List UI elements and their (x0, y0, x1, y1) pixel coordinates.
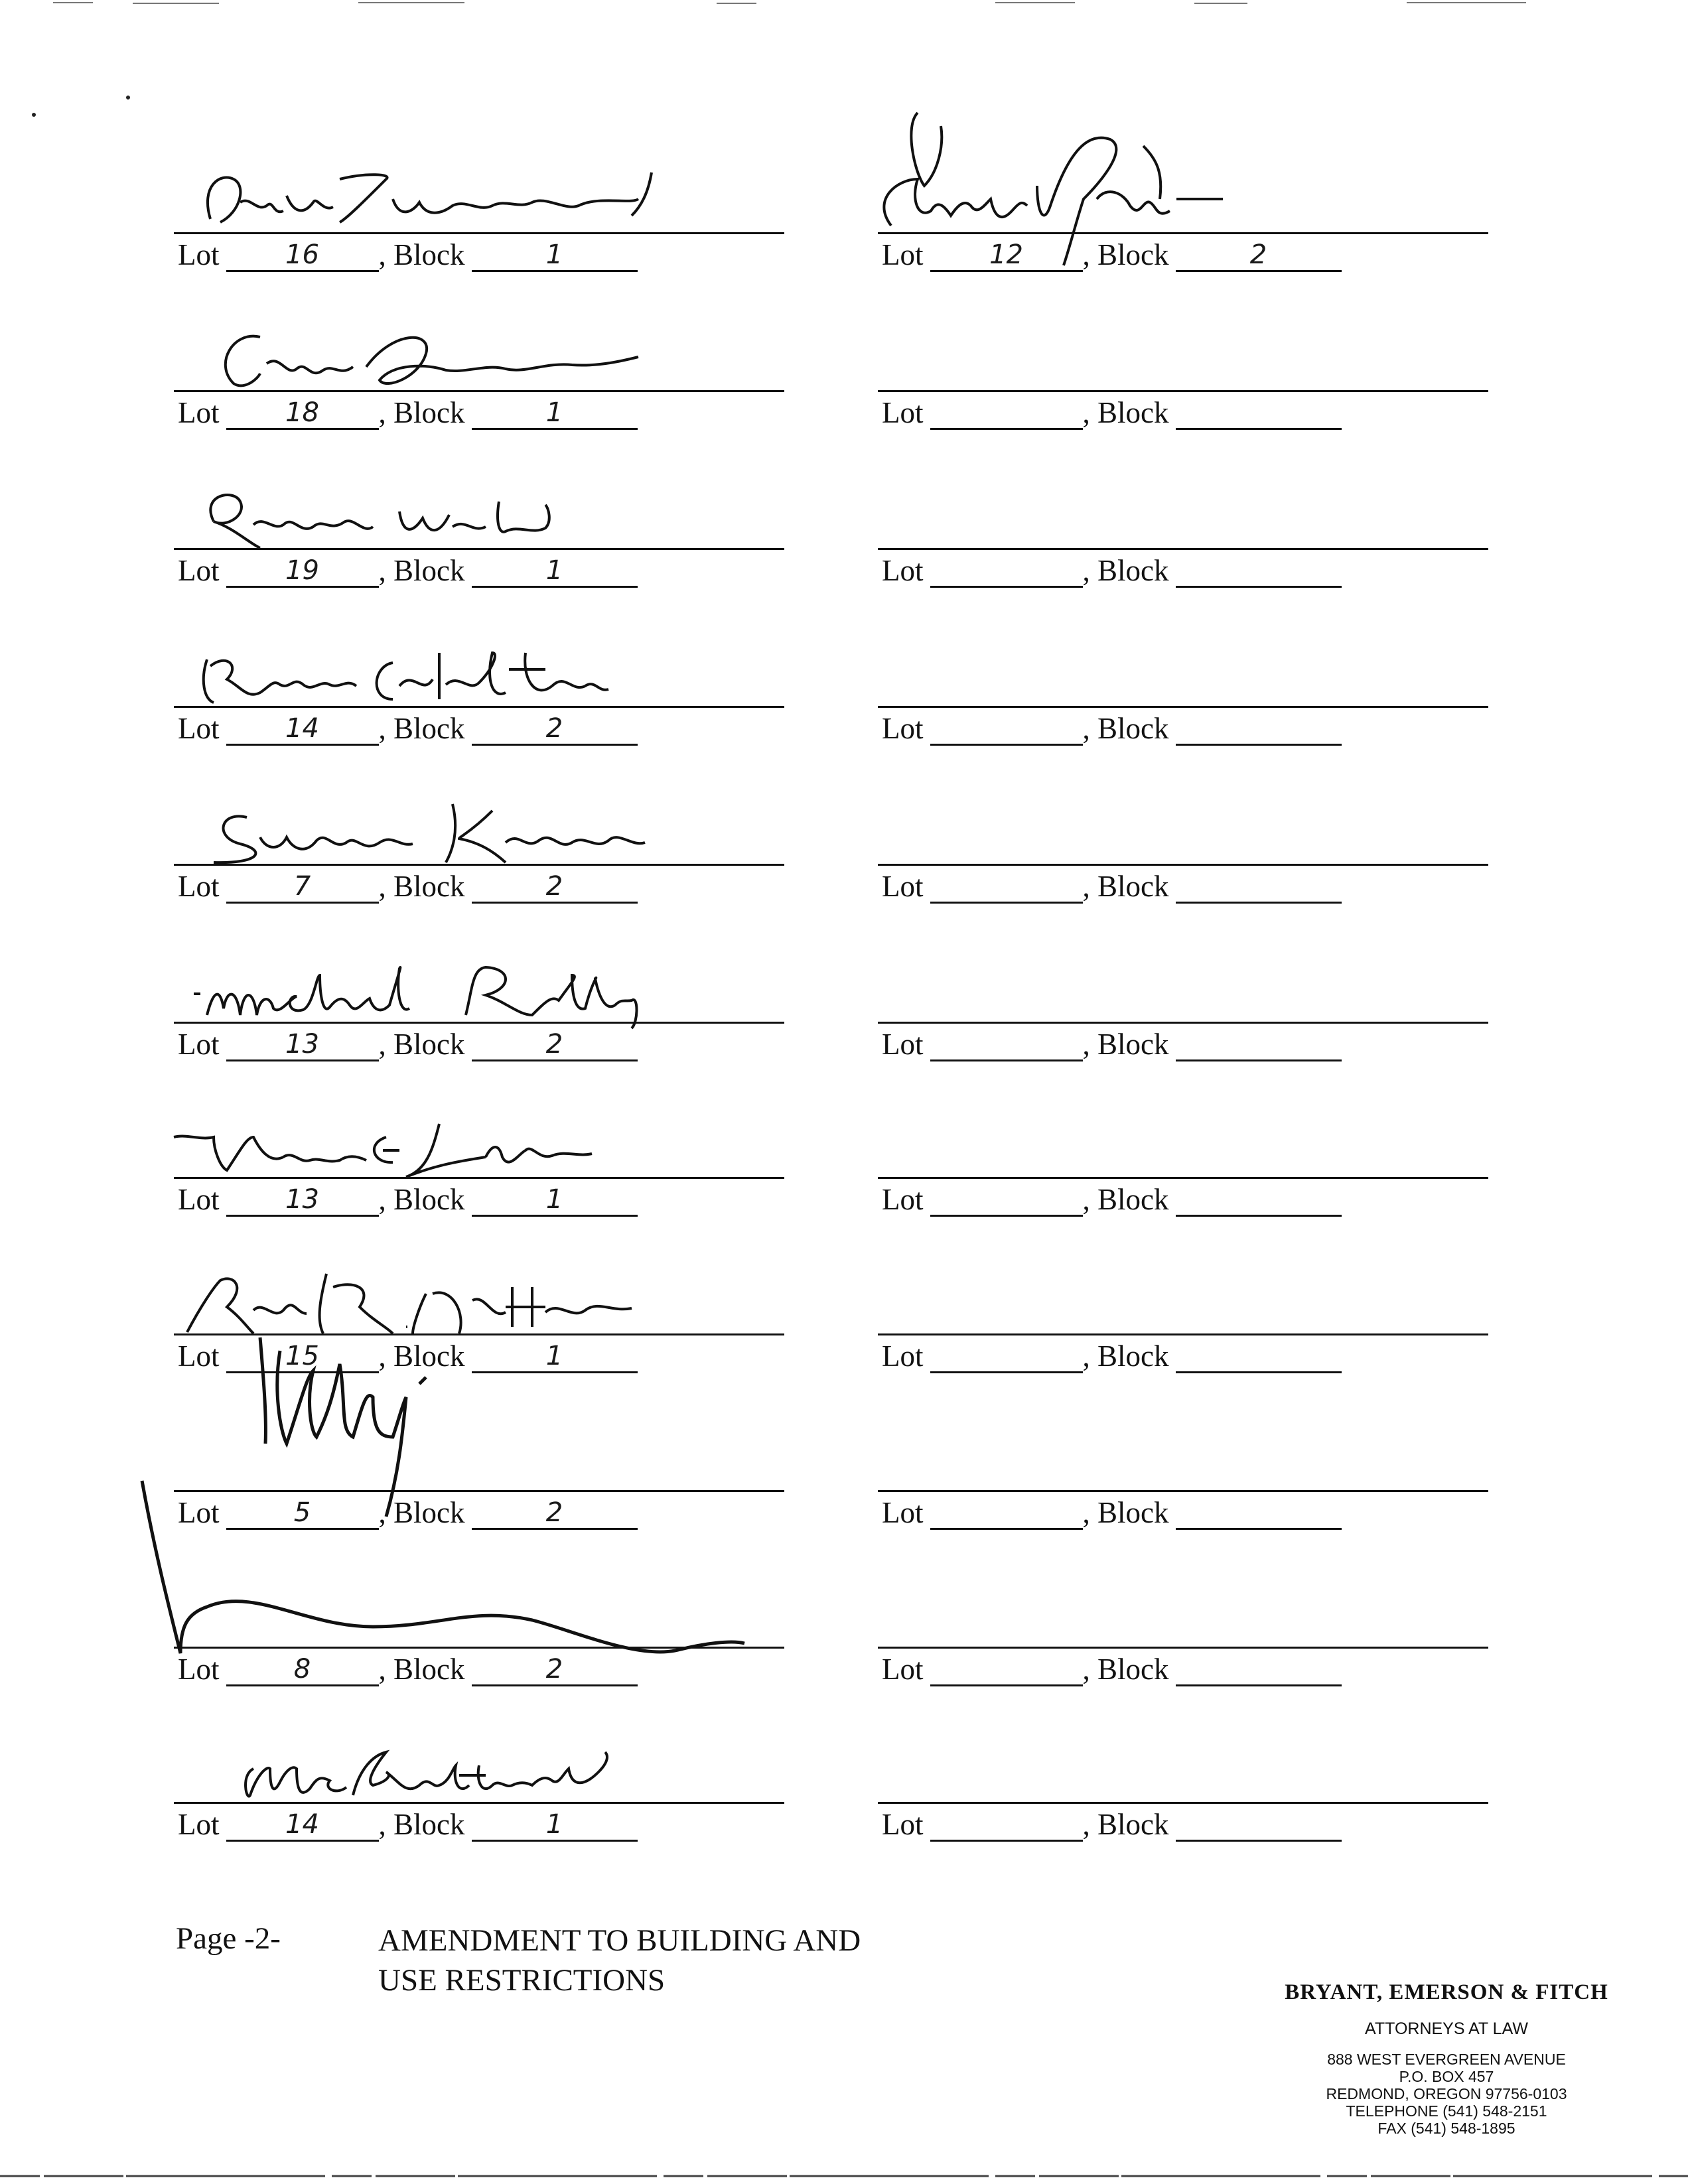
block-label: , Block (1082, 712, 1169, 745)
document-title-line: USE RESTRICTIONS (378, 1963, 666, 1998)
firm-address-line: 888 WEST EVERGREEN AVENUE (1327, 2051, 1566, 2068)
signature-line (174, 390, 784, 392)
lot-number: 15 (226, 1339, 379, 1373)
signature-line (174, 864, 784, 866)
handwritten-signature (174, 606, 784, 713)
lot-block-row (178, 1339, 638, 1373)
lot-number (930, 1339, 1083, 1373)
block-label: , Block (378, 1496, 465, 1529)
lot-block-row (882, 395, 1342, 430)
block-label: , Block (1082, 238, 1169, 271)
lot-label: Lot (882, 238, 924, 271)
firm-address-line: P.O. BOX 457 (1399, 2068, 1494, 2085)
lot-number: 19 (226, 554, 379, 588)
handwritten-signature (174, 922, 784, 1028)
block-label: , Block (378, 1653, 465, 1686)
lot-label: Lot (178, 1339, 220, 1373)
lot-number (930, 870, 1083, 904)
signature-line (878, 390, 1488, 392)
block-label: , Block (1082, 1028, 1169, 1061)
lot-number (930, 1028, 1083, 1061)
block-label: , Block (1082, 1183, 1169, 1216)
lot-label: Lot (178, 238, 220, 271)
page-number: Page -2- (176, 1921, 281, 1956)
block-number (1176, 1028, 1342, 1061)
lot-number (930, 1653, 1083, 1686)
lot-block-row (178, 869, 638, 904)
block-label: , Block (1082, 554, 1169, 587)
lot-label: Lot (178, 870, 220, 903)
lot-block-row (882, 869, 1342, 904)
lot-block-row (882, 1495, 1342, 1530)
lot-number (930, 1808, 1083, 1842)
lot-number (930, 1183, 1083, 1217)
signature-line (174, 1333, 784, 1335)
lot-block-row (178, 1182, 638, 1217)
block-number: 1 (472, 1183, 638, 1217)
block-number (1176, 554, 1342, 588)
lot-block-row (178, 395, 638, 430)
lot-label: Lot (178, 396, 220, 429)
signature-line (174, 1802, 784, 1804)
signature-entry (878, 1333, 1488, 1413)
document-title (378, 1921, 861, 2000)
handwritten-signature (174, 291, 784, 397)
block-label: , Block (378, 1339, 465, 1373)
lot-number: 14 (226, 1808, 379, 1842)
lot-number: 14 (226, 712, 379, 746)
signature-line (878, 706, 1488, 708)
signature-line (878, 548, 1488, 550)
lot-label: Lot (882, 1653, 924, 1686)
lot-label: Lot (882, 712, 924, 745)
lot-number: 16 (226, 238, 379, 272)
signature-line (878, 1802, 1488, 1804)
lot-number: 18 (226, 396, 379, 430)
law-firm-block (1274, 1980, 1619, 2137)
lot-label: Lot (178, 1653, 220, 1686)
block-label: , Block (378, 1808, 465, 1841)
block-label: , Block (1082, 396, 1169, 429)
signature-entry (878, 1022, 1488, 1101)
lot-number (930, 396, 1083, 430)
block-label: , Block (1082, 1496, 1169, 1529)
handwritten-signature (174, 764, 784, 870)
signature-entry (878, 232, 1488, 312)
block-number: 1 (472, 238, 638, 272)
lot-block-row (882, 1027, 1342, 1061)
firm-subtitle: ATTORNEYS AT LAW (1365, 2019, 1528, 2038)
lot-label: Lot (882, 1339, 924, 1373)
block-label: , Block (378, 1028, 465, 1061)
block-number (1176, 1653, 1342, 1686)
handwritten-signature (174, 1391, 784, 1497)
lot-number (930, 712, 1083, 746)
firm-name: BRYANT, EMERSON & FITCH (1285, 1980, 1608, 2004)
firm-telephone: TELEPHONE (541) 548-2151 (1346, 2102, 1547, 2120)
signature-entry (878, 1490, 1488, 1570)
signature-line (878, 1022, 1488, 1024)
signature-line (174, 706, 784, 708)
lot-number: 7 (226, 870, 379, 904)
signature-entry (878, 864, 1488, 943)
handwritten-signature (174, 448, 784, 555)
handwritten-signature (878, 133, 1488, 239)
lot-label: Lot (882, 1496, 924, 1529)
scan-edge-bottom (0, 2171, 1688, 2184)
lot-label: Lot (882, 1183, 924, 1216)
block-number: 2 (1176, 238, 1342, 272)
block-number (1176, 1339, 1342, 1373)
lot-label: Lot (178, 1028, 220, 1061)
lot-label: Lot (882, 396, 924, 429)
handwritten-signature (174, 133, 784, 239)
signature-line (174, 232, 784, 234)
lot-number (930, 1496, 1083, 1530)
lot-label: Lot (882, 870, 924, 903)
lot-label: Lot (178, 1808, 220, 1841)
block-number: 2 (472, 870, 638, 904)
block-number: 2 (472, 1496, 638, 1530)
block-number (1176, 1808, 1342, 1842)
signature-line (174, 1177, 784, 1179)
lot-label: Lot (882, 1808, 924, 1841)
block-label: , Block (1082, 870, 1169, 903)
document-title-line: AMENDMENT TO BUILDING AND (378, 1923, 861, 1958)
block-number: 1 (472, 1339, 638, 1373)
block-number: 2 (472, 712, 638, 746)
signature-entry (878, 1647, 1488, 1726)
lot-block-row (178, 1495, 638, 1530)
lot-number: 13 (226, 1028, 379, 1061)
signature-line (878, 864, 1488, 866)
block-label: , Block (1082, 1808, 1169, 1841)
lot-block-row (178, 553, 638, 588)
signature-entry (174, 1802, 784, 1881)
handwritten-signature (174, 1547, 784, 1653)
lot-label: Lot (178, 554, 220, 587)
block-number (1176, 712, 1342, 746)
lot-block-row (882, 238, 1342, 272)
block-label: , Block (378, 396, 465, 429)
signature-line (174, 1490, 784, 1492)
block-number: 1 (472, 1808, 638, 1842)
block-number (1176, 870, 1342, 904)
block-number: 1 (472, 396, 638, 430)
lot-block-row (178, 1652, 638, 1686)
lot-block-row (882, 711, 1342, 746)
block-label: , Block (378, 238, 465, 271)
lot-block-row (178, 1027, 638, 1061)
signature-entry (878, 548, 1488, 628)
lot-label: Lot (178, 712, 220, 745)
firm-address-line: REDMOND, OREGON 97756-0103 (1326, 2085, 1567, 2102)
lot-label: Lot (178, 1496, 220, 1529)
signature-line (878, 232, 1488, 234)
signature-line (878, 1177, 1488, 1179)
signature-entry (878, 1177, 1488, 1257)
lot-block-row (882, 1807, 1342, 1842)
block-label: , Block (1082, 1653, 1169, 1686)
block-label: , Block (378, 1183, 465, 1216)
block-number: 1 (472, 554, 638, 588)
lot-number: 5 (226, 1496, 379, 1530)
lot-label: Lot (882, 1028, 924, 1061)
lot-block-row (882, 1339, 1342, 1373)
firm-address (1274, 2051, 1619, 2137)
handwritten-signature (174, 1077, 784, 1184)
signature-line (878, 1490, 1488, 1492)
block-number (1176, 396, 1342, 430)
scan-speck (126, 96, 130, 100)
lot-block-row (882, 1182, 1342, 1217)
firm-fax: FAX (541) 548-1895 (1377, 2120, 1515, 2137)
signature-entry (878, 706, 1488, 785)
block-label: , Block (378, 870, 465, 903)
lot-block-row (178, 711, 638, 746)
lot-number: 8 (226, 1653, 379, 1686)
signature-entry (878, 1802, 1488, 1881)
lot-number: 12 (930, 238, 1083, 272)
block-label: , Block (1082, 1339, 1169, 1373)
lot-block-row (882, 553, 1342, 588)
lot-number (930, 554, 1083, 588)
lot-block-row (882, 1652, 1342, 1686)
signature-line (174, 548, 784, 550)
block-number: 2 (472, 1028, 638, 1061)
block-number (1176, 1496, 1342, 1530)
lot-number: 13 (226, 1183, 379, 1217)
handwritten-signature (174, 1234, 784, 1340)
block-label: , Block (378, 554, 465, 587)
signature-line (878, 1333, 1488, 1335)
lot-label: Lot (178, 1183, 220, 1216)
signature-line (878, 1647, 1488, 1649)
lot-label: Lot (882, 554, 924, 587)
handwritten-signature (174, 1702, 784, 1809)
signature-line (174, 1022, 784, 1024)
lot-block-row (178, 238, 638, 272)
block-label: , Block (378, 712, 465, 745)
signature-line (174, 1647, 784, 1649)
scan-edge-top (0, 0, 1688, 9)
block-number: 2 (472, 1653, 638, 1686)
scan-speck (32, 113, 36, 117)
block-number (1176, 1183, 1342, 1217)
lot-block-row (178, 1807, 638, 1842)
signature-entry (878, 390, 1488, 470)
